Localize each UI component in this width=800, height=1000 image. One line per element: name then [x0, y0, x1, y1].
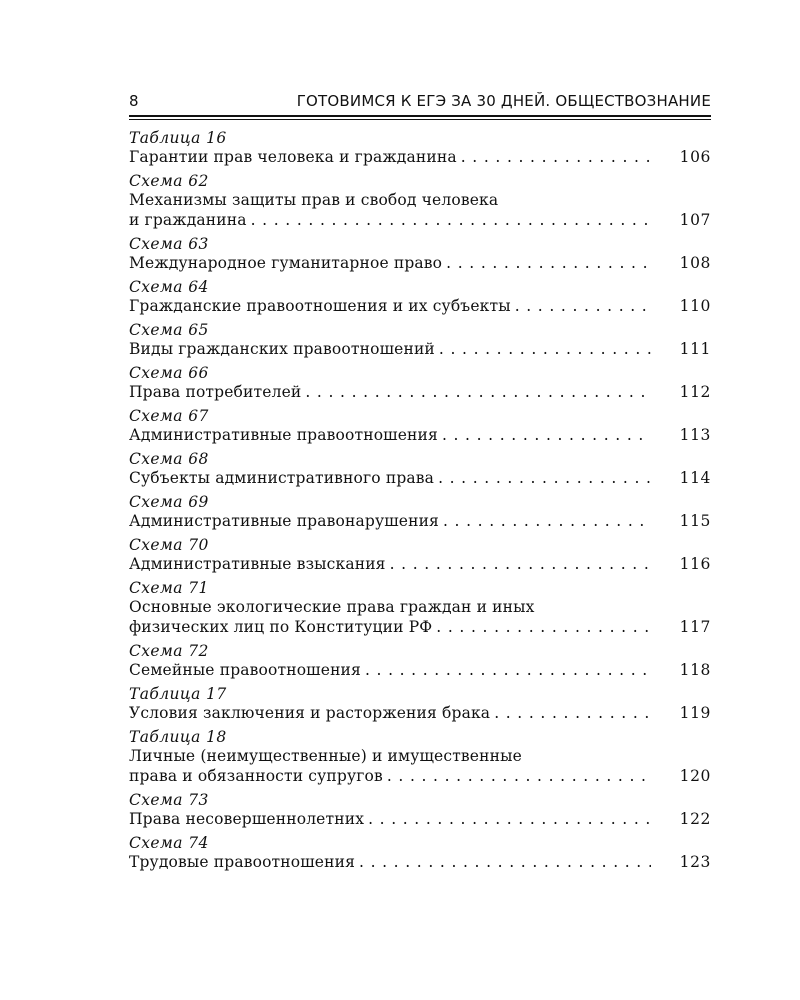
toc-entry-page-number: 113 — [679, 426, 711, 444]
toc-entry-page-number: 114 — [679, 469, 711, 487]
toc-entry-line — [129, 468, 711, 488]
toc-entry-line — [129, 809, 711, 829]
toc-entry-page-number: 120 — [679, 767, 711, 785]
dot-leader — [511, 296, 651, 316]
toc-entry — [129, 834, 711, 872]
toc-entry — [129, 579, 711, 637]
dot-leader — [361, 660, 651, 680]
toc-entry — [129, 450, 711, 488]
toc-entry-title: Условия заключения и расторжения брака — [129, 704, 491, 722]
toc-entry-title: физических лиц по Конституции РФ — [129, 618, 433, 636]
toc-entry-title: Права несовершеннолетних — [129, 810, 365, 828]
running-head-title: ГОТОВИМСЯ К ЕГЭ ЗА 30 ДНЕЙ. ОБЩЕСТВОЗНАНИЕ — [296, 92, 711, 110]
toc-entry — [129, 172, 711, 230]
toc-entry-label: Схема 70 — [129, 536, 209, 554]
page-number: 8 — [129, 92, 139, 110]
toc-entry-title: Права потребителей — [129, 383, 302, 401]
toc-entry-page-number: 107 — [679, 211, 711, 229]
toc-entry-page-number: 117 — [679, 618, 711, 636]
toc-entry-label: Схема 65 — [129, 321, 209, 339]
dot-leader — [457, 147, 651, 167]
toc-entry-title: Субъекты административного права — [129, 469, 435, 487]
toc-entry-page-number: 118 — [679, 661, 711, 679]
toc-entry-line — [129, 253, 711, 273]
toc-entry — [129, 642, 711, 680]
dot-leader — [247, 210, 651, 230]
toc-entry-label: Схема 73 — [129, 791, 209, 809]
toc-entry-page-number: 112 — [679, 383, 711, 401]
dot-leader — [386, 554, 651, 574]
toc-entry-title: права и обязанности супругов — [129, 767, 383, 785]
toc-entry — [129, 235, 711, 273]
toc-entry-title: Международное гуманитарное право — [129, 254, 443, 272]
toc-entry-page-number: 108 — [679, 254, 711, 272]
dot-leader — [442, 253, 651, 273]
toc-entry — [129, 728, 711, 786]
toc-entry-page-number: 110 — [679, 297, 711, 315]
dot-leader — [301, 382, 651, 402]
toc-entry-page-number: 119 — [679, 704, 711, 722]
toc-entry-line — [129, 382, 711, 402]
toc-entry-title-line: Механизмы защиты прав и свобод человека — [129, 191, 499, 209]
toc-entry-label: Схема 68 — [129, 450, 209, 468]
dot-leader — [355, 852, 651, 872]
toc-entry — [129, 321, 711, 359]
dot-leader — [435, 339, 651, 359]
toc-entry-title: Гражданские правоотношения и их субъекты — [129, 297, 511, 315]
dot-leader — [434, 468, 651, 488]
toc-entry-label: Схема 72 — [129, 642, 209, 660]
toc-entry — [129, 791, 711, 829]
toc-entry-label: Таблица 18 — [129, 728, 227, 746]
toc-entry-title: Семейные правоотношения — [129, 661, 361, 679]
toc-entry-title: Административные правонарушения — [129, 512, 439, 530]
toc-entry-title-line: Личные (неимущественные) и имущественные — [129, 747, 522, 765]
toc-entry-label: Таблица 16 — [129, 129, 227, 147]
table-of-contents — [129, 129, 711, 872]
toc-entry-page-number: 106 — [679, 148, 711, 166]
toc-entry-page-number: 116 — [679, 555, 711, 573]
toc-entry-label: Схема 67 — [129, 407, 209, 425]
toc-entry — [129, 278, 711, 316]
dot-leader — [364, 809, 651, 829]
toc-entry-label: Схема 74 — [129, 834, 209, 852]
toc-entry-label: Схема 64 — [129, 278, 209, 296]
toc-entry — [129, 493, 711, 531]
running-head — [129, 90, 711, 112]
toc-entry-label: Схема 69 — [129, 493, 209, 511]
toc-entry-line — [129, 296, 711, 316]
toc-entry-line — [129, 617, 711, 637]
toc-entry-line — [129, 339, 711, 359]
toc-entry-title: Виды гражданских правоотношений — [129, 340, 435, 358]
toc-entry-label: Схема 62 — [129, 172, 209, 190]
book-page — [129, 90, 711, 877]
toc-entry-label: Схема 63 — [129, 235, 209, 253]
toc-entry-title: Трудовые правоотношения — [129, 853, 356, 871]
toc-entry-line — [129, 766, 711, 786]
toc-entry-line — [129, 852, 711, 872]
toc-entry-page-number: 115 — [679, 512, 711, 530]
toc-entry — [129, 407, 711, 445]
toc-entry-label: Схема 71 — [129, 579, 209, 597]
toc-entry-line — [129, 210, 711, 230]
dot-leader — [439, 511, 651, 531]
toc-entry — [129, 129, 711, 167]
toc-entry — [129, 364, 711, 402]
toc-entry-line — [129, 554, 711, 574]
header-rule — [129, 115, 711, 120]
toc-entry-line — [129, 511, 711, 531]
dot-leader — [432, 617, 651, 637]
dot-leader — [383, 766, 651, 786]
dot-leader — [490, 703, 651, 723]
toc-entry-title: Административные правоотношения — [129, 426, 438, 444]
toc-entry-page-number: 122 — [679, 810, 711, 828]
toc-entry-line — [129, 425, 711, 445]
dot-leader — [438, 425, 651, 445]
toc-entry-title: Административные взыскания — [129, 555, 386, 573]
toc-entry-line — [129, 660, 711, 680]
toc-entry-title-line: Основные экологические права граждан и иных — [129, 598, 535, 616]
toc-entry-page-number: 111 — [679, 340, 711, 358]
toc-entry-title: Гарантии прав человека и гражданина — [129, 148, 457, 166]
toc-entry-title: и гражданина — [129, 211, 247, 229]
toc-entry-label: Схема 66 — [129, 364, 209, 382]
toc-entry-label: Таблица 17 — [129, 685, 227, 703]
toc-entry-line — [129, 703, 711, 723]
toc-entry-line — [129, 147, 711, 167]
toc-entry — [129, 685, 711, 723]
toc-entry-page-number: 123 — [679, 853, 711, 871]
toc-entry — [129, 536, 711, 574]
